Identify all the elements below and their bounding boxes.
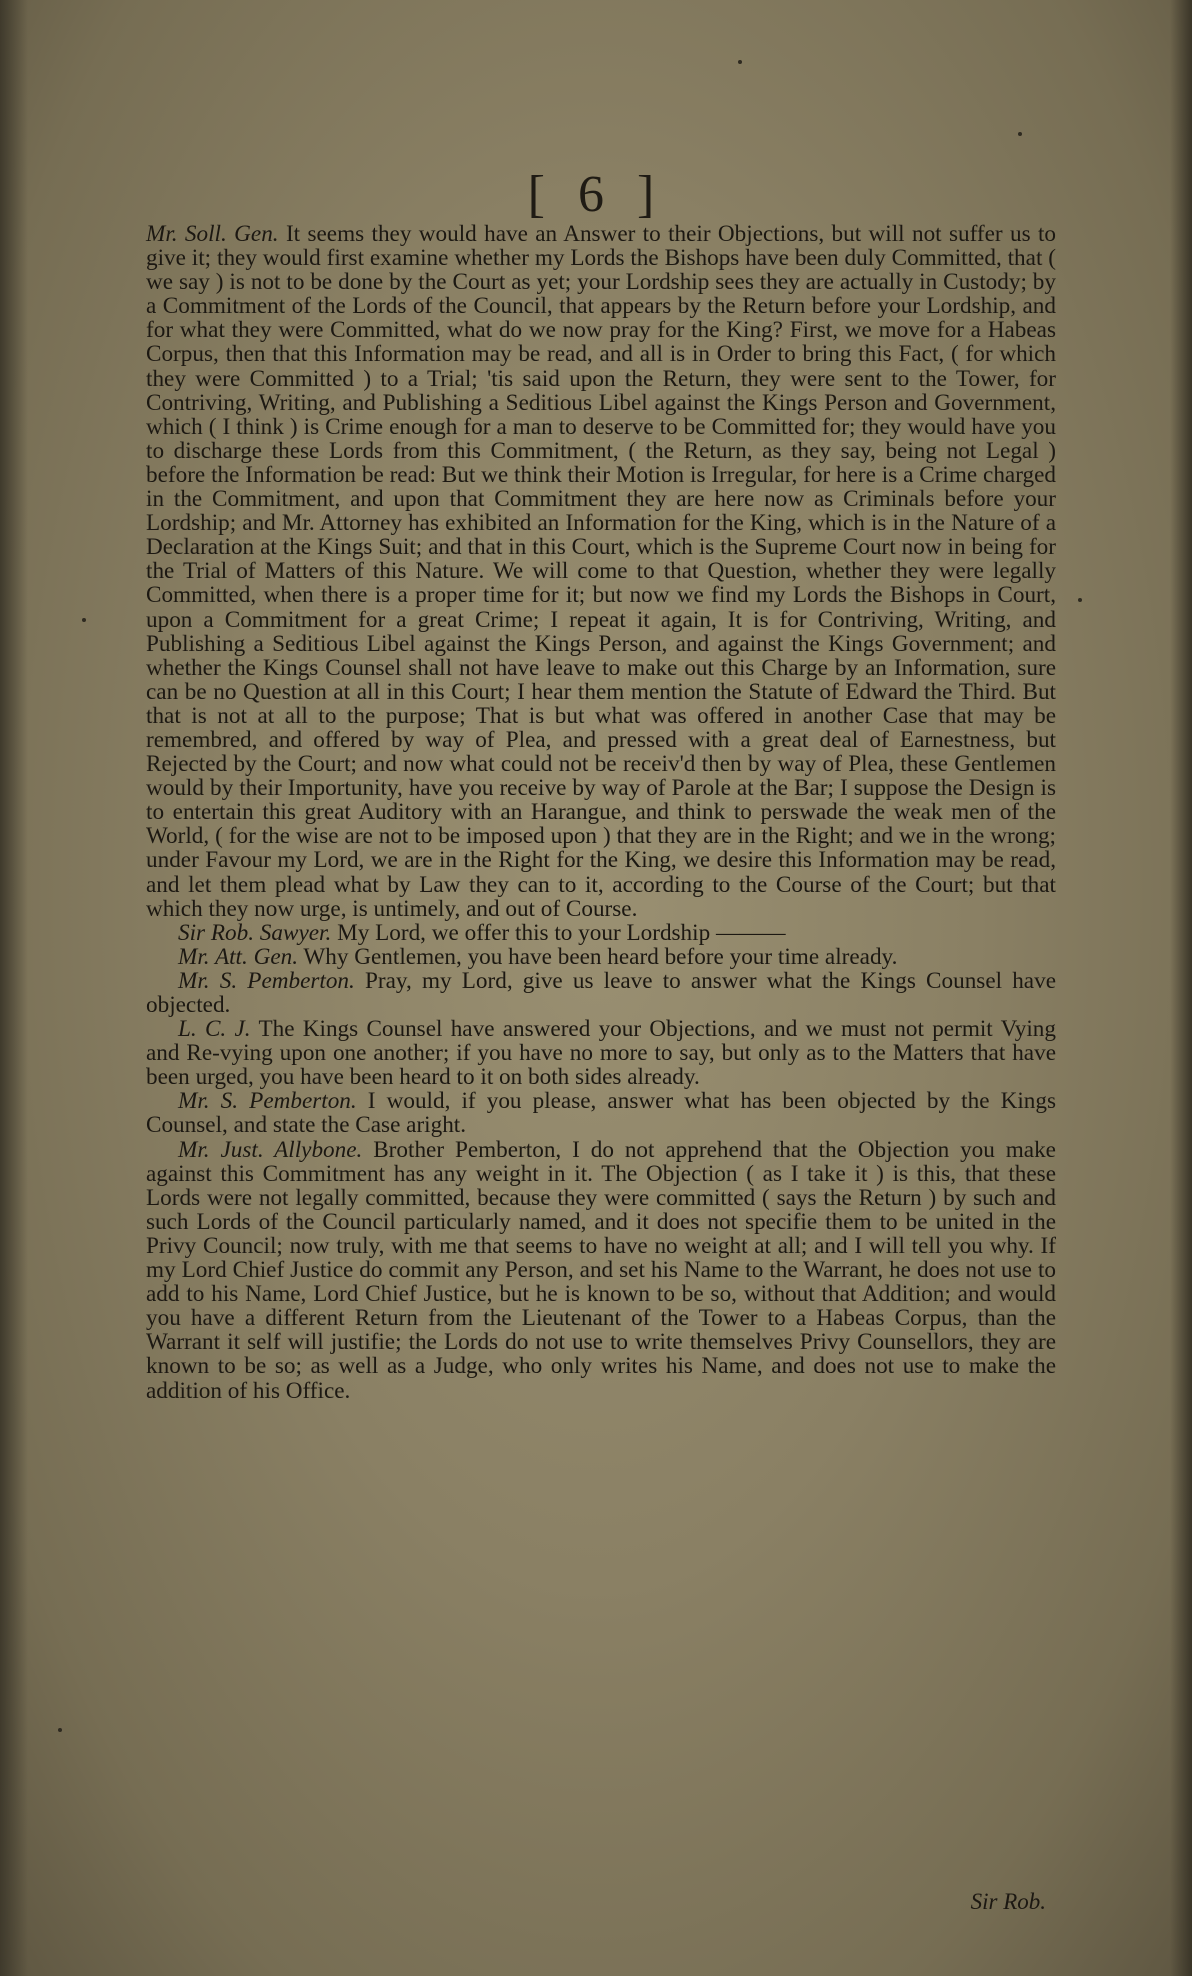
speaker-name: Mr. Just. Allybone.	[178, 1136, 363, 1163]
speaker-name: Mr. S. Pemberton.	[178, 967, 355, 994]
speech-paragraph	[146, 921, 1056, 945]
speech-text: I would, if you please, answer what has been objected by the Kings Counsel, and state the Case aright.	[146, 1088, 1056, 1139]
speech-paragraph	[146, 1017, 1056, 1089]
paper-speck	[738, 60, 742, 64]
page-edge-shadow-left	[0, 0, 28, 1976]
page-number: [ 6 ]	[527, 166, 665, 223]
speech-text: The Kings Counsel have answered your Objections, and we must not permit Vying and Re-vying upon one another; if you have no more to say, but only as to the Matters that have been urged, you have been heard to it on both sides already.	[146, 1016, 1056, 1091]
speech-paragraph	[146, 1089, 1056, 1137]
speaker-name: Mr. S. Pemberton.	[178, 1088, 357, 1115]
paper-speck	[82, 618, 86, 622]
speech-paragraph	[146, 222, 1056, 921]
speech-text: It seems they would have an Answer to their Objections, but will not suffer us to give it; they would first examine whether my Lords the Bishops have been duly Committed, that ( we say ) is not to be done by the Court as yet; your Lordship sees they are actually in Custody; by a Commitment of the Lords of the Council, that appears by the Return before your Lordship, and for what they were Committed, what do we now pray for the King? First, we move for a Habeas Corpus, then that this Information may be read, and all is in Order to bring this Fact, ( for which they were Committed ) to a Trial; 'tis said upon the Return, they were sent to the Tower, for Contriving, Writing, and Publishing a Seditious Libel against the Kings Person and Government, which ( I think ) is Crime enough for a man to deserve to be Committed for; they would have you to discharge these Lords from this Commitment, ( the Return, as they say, being not Legal ) before the Information be read: But we think their Motion is Irregular, for here is a Crime charged in the Commitment, and upon that Commitment they are here now as Criminals before your Lordship; and Mr. Attorney has exhibited an Information for the King, which is in the Nature of a Declaration at the Kings Suit; and that in this Court, which is the Supreme Court now in being for the Trial of Matters of this Nature. We will come to that Question, whether they were legally Committed, when there is a proper time for it; but now we find my Lords the Bishops in Court, upon a Commitment for a great Crime; I repeat it again, It is for Contriving, Writing, and Publishing a Seditious Libel against the Kings Person, and against the Kings Government; and whether the Kings Counsel shall not have leave to make out this Charge by an Information, sure can be no Question at all in this Court; I hear them mention the Statute of Edward the Third. But that is not at all to the purpose; That is but what was offered in another Case that may be remembred, and offered by way of Plea, and pressed with a great deal of Earnestness, but Rejected by the Court; and now what could not be receiv'd then by way of Plea, these Gentlemen would by their Importunity, have you receive by way of Parole at the Bar; I suppose the Design is to entertain this great Auditory with an Harangue, and think to perswade the weak men of the World, ( for the wise are not to be imposed upon ) that they are in the Right; and we in the wrong; under Favour my Lord, we are in the Right for the King, we desire this Information may be read, and let them plead what by Law they can to it, according to the Course of the Court; but that which they now urge, is untimely, and out of Course.	[146, 221, 1056, 922]
paper-speck	[1078, 598, 1082, 602]
speaker-name: Mr. Att. Gen.	[178, 943, 299, 970]
speech-text: My Lord, we offer this to your Lordship ———	[331, 919, 786, 946]
speech-paragraph	[146, 969, 1056, 1017]
speech-text: Why Gentlemen, you have been heard before your time already.	[298, 943, 898, 970]
speech-paragraph	[146, 945, 1056, 969]
page-edge-shadow-right	[1170, 0, 1192, 1976]
speech-text: Pray, my Lord, give us leave to answer what the Kings Counsel have objected.	[146, 967, 1056, 1018]
speech-paragraph	[146, 1138, 1056, 1403]
catchword: Sir Rob.	[970, 1889, 1046, 1914]
speaker-name: Sir Rob. Sawyer.	[178, 919, 332, 946]
paper-speck	[58, 1728, 62, 1732]
body-text	[146, 222, 1056, 1403]
speaker-name: L. C. J.	[178, 1016, 251, 1043]
paper-speck	[1018, 132, 1022, 136]
speaker-name: Mr. Soll. Gen.	[146, 221, 279, 247]
speech-text: Brother Pemberton, I do not apprehend that the Objection you make against this Commitment has any weight in it. The Objection ( as I take it ) is this, that these Lords were not legally committed, because they were committed ( says the Return ) by such and such Lords of the Council particularly named, and it does not specifie them to be united in the Privy Council; now truly, with me that seems to have no weight at all; and I will tell you why. If my Lord Chief Justice do commit any Person, and set his Name to the Warrant, he does not use to add to his Name, Lord Chief Justice, but he is known to be so, without that Addition; and would you have a different Return from the Lieutenant of the Tower to a Habeas Corpus, than the Warrant it self will justifie; the Lords do not use to write themselves Privy Counsellors, they are known to be so; as well as a Judge, who only writes his Name, and does not use to make the addition of his Office.	[146, 1136, 1056, 1404]
